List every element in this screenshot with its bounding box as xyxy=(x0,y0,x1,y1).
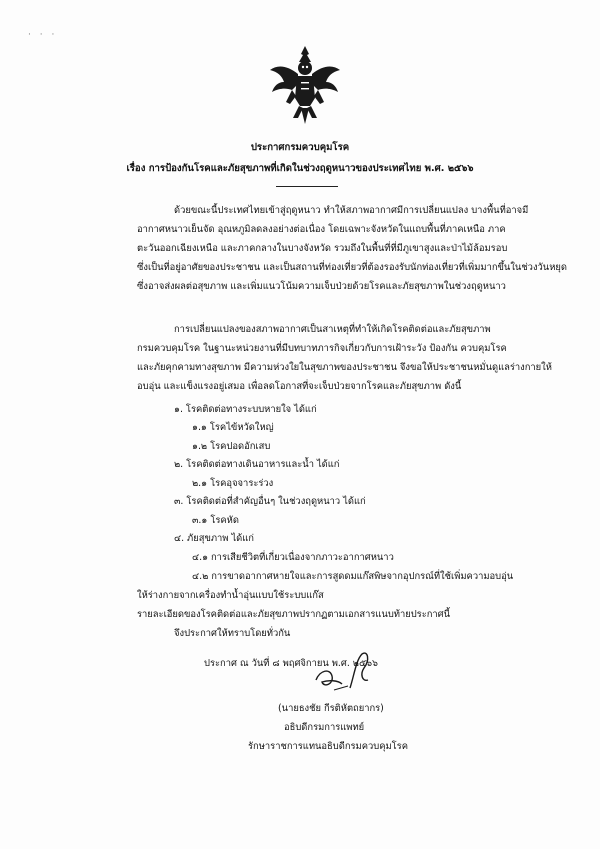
list-item-2-1: ๒.๑ โรคอุจจาระร่วง xyxy=(192,478,274,489)
paragraph-1-line-4: ซึ่งเป็นที่อยู่อาศัยของประชาชน และเป็นสถานที่ท่องเที่ยวที่ต้องรองรับนักท่องเที่ยวที่เพิ่มมากขึ้นในช่วงวันหยุด xyxy=(137,262,567,273)
paragraph-2-line-3: และภัยคุกคามทางสุขภาพ มีความห่วงใยในสุขภาพของประชาชน จึงขอให้ประชาชนหมั่นดูแลร่างกายให้ xyxy=(137,362,552,373)
list-item-1-1: ๑.๑ โรคไข้หวัดใหญ่ xyxy=(192,422,274,433)
list-item-1-2: ๑.๒ โรคปอดอักเสบ xyxy=(192,441,271,452)
list-item-3-1: ๓.๑ โรคหัด xyxy=(192,515,239,526)
paragraph-2-line-4: อบอุ่น และแข็งแรงอยู่เสมอ เพื่อลดโอกาสที่จะเจ็บป่วยจากโรคและภัยสุขภาพ ดังนี้ xyxy=(137,381,462,392)
announcement-date: ประกาศ ณ วันที่ ๘ พฤศจิกายน พ.ศ. ๒๕๖๖ xyxy=(204,658,378,669)
paragraph-1-line-5: ซึ่งอาจส่งผลต่อสุขภาพ และเพิ่มแนวโน้มความเจ็บป่วยด้วยโรคและภัยสุขภาพในช่วงฤดูหนาว xyxy=(137,281,506,292)
list-item-2: ๒. โรคติดต่อทางเดินอาหารและน้ำ ได้แก่ xyxy=(174,459,340,470)
list-item-4: ๔. ภัยสุขภาพ ได้แก่ xyxy=(174,533,254,544)
details-line: รายละเอียดของโรคติดต่อและภัยสุขภาพปรากฏตามเอกสารแนบท้ายประกาศนี้ xyxy=(137,609,451,620)
list-item-4-2: ๔.๒ การขาดอากาศหายใจและการสูดดมแก๊สพิษจากอุปกรณ์ที่ใช้เพิ่มความอบอุ่น xyxy=(192,571,514,582)
scan-specks: · · · xyxy=(28,30,58,40)
list-item-4-2-continued: ให้ร่างกายจากเครื่องทำน้ำอุ่นแบบใช้ระบบแก๊ส xyxy=(137,590,324,601)
paragraph-1-line-2: อากาศหนาวเย็นจัด อุณหภูมิลดลงอย่างต่อเนื่อง โดยเฉพาะจังหวัดในแถบพื้นที่ภาคเหนือ ภาค xyxy=(137,224,506,235)
signatory-position: อธิบดีกรมการแพทย์ xyxy=(284,722,365,733)
signatory-acting-role: รักษาราชการแทนอธิบดีกรมควบคุมโรค xyxy=(248,741,408,752)
signatory-name: (นายธงชัย กีรติหัตถยากร) xyxy=(278,703,384,714)
announcement-title: ประกาศกรมควบคุมโรค xyxy=(250,142,350,153)
announcement-subject: เรื่อง การป้องกันโรคและภัยสุขภาพที่เกิดในช่วงฤดูหนาวของประเทศไทย พ.ศ. ๒๕๖๖ xyxy=(126,163,474,174)
signature-mark xyxy=(310,646,390,696)
list-item-1: ๑. โรคติดต่อทางระบบหายใจ ได้แก่ xyxy=(174,404,317,415)
list-item-3: ๓. โรคติดต่อที่สำคัญอื่นๆ ในช่วงฤดูหนาว ได้แก่ xyxy=(174,496,366,507)
paragraph-1-line-3: ตะวันออกเฉียงเหนือ และภาคกลางในบางจังหวัด รวมถึงในพื้นที่ที่มีภูเขาสูงและป่าไม้ล้อมรอบ xyxy=(137,243,508,254)
list-item-4-1: ๔.๑ การเสียชีวิตที่เกี่ยวเนื่องจากภาวะอากาศหนาว xyxy=(192,552,394,563)
paragraph-2-line-1: การเปลี่ยนแปลงของสภาพอากาศเป็นสาเหตุที่ทำให้เกิดโรคติดต่อและภัยสุขภาพ xyxy=(174,324,491,335)
paragraph-1-line-1: ด้วยขณะนี้ประเทศไทยเข้าสู่ฤดูหนาว ทำให้สภาพอากาศมีการเปลี่ยนแปลง บางพื้นที่อาจมี xyxy=(174,205,529,216)
title-divider xyxy=(276,186,338,187)
paragraph-2-line-2: กรมควบคุมโรค ในฐานะหน่วยงานที่มีบทบาทภารกิจเกี่ยวกับการเฝ้าระวัง ป้องกัน ควบคุมโรค xyxy=(137,343,507,354)
garuda-emblem xyxy=(268,44,342,126)
closing-line: จึงประกาศให้ทราบโดยทั่วกัน xyxy=(174,628,291,639)
